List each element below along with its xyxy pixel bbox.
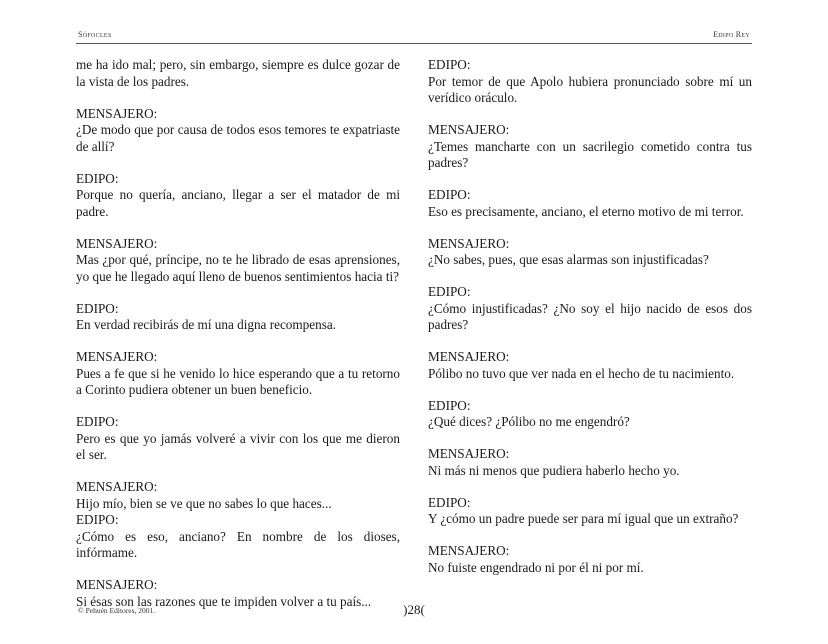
copyright-notice: © Pehuén Editores, 2001. — [78, 606, 156, 615]
speech-text: Pues a fe que si he venido lo hice esperando que a tu retorno a Corinto pudiera obtener un buen beneficio. — [76, 365, 400, 397]
speaker-name: MENSAJERO: — [76, 235, 158, 251]
speaker-name: MENSAJERO: — [428, 349, 510, 364]
dialogue-block — [428, 349, 752, 382]
header-author: Sófocles — [78, 30, 112, 39]
speaker-name: MENSAJERO: — [76, 349, 158, 364]
speech-text: Hijo mío, bien se ve que no sabes lo que haces... — [76, 495, 332, 511]
speech-text: Pólibo no tuvo que ver nada en el hecho de tu nacimiento. — [428, 365, 735, 381]
right-column — [428, 57, 752, 592]
dialogue-block — [76, 236, 400, 286]
dialogue-block — [76, 479, 400, 512]
speech-text: ¿Cómo injustificadas? ¿No soy el hijo nacido de esos dos padres? — [428, 300, 752, 332]
speaker-name: MENSAJERO: — [76, 577, 158, 592]
dialogue-block — [428, 122, 752, 172]
dialogue-block — [76, 171, 400, 221]
speaker-name: EDIPO: — [428, 57, 471, 72]
speaker-name: EDIPO: — [428, 284, 471, 299]
speaker-name: EDIPO: — [76, 300, 119, 316]
dialogue-block — [428, 236, 752, 269]
dialogue-block — [428, 543, 752, 576]
speech-text: ¿De modo que por causa de todos esos temores te expatriaste de allí? — [76, 122, 400, 154]
dialogue-block — [76, 512, 400, 562]
speech-text: Mas ¿por qué, príncipe, no te he librado de esas aprensiones, yo que he llegado aquí lleno de buenos sentimientos hacia ti? — [76, 252, 400, 284]
speech-text: ¿Qué dices? ¿Pólibo no me engendró? — [428, 414, 630, 429]
speech-text: me ha ido mal; pero, sin embargo, siempre es dulce gozar de la vista de los padres. — [76, 57, 400, 89]
speech-text: ¿Cómo es eso, anciano? En nombre de los dioses, infórmame. — [76, 528, 400, 560]
dialogue-block — [76, 106, 400, 156]
speaker-name: EDIPO: — [428, 494, 471, 510]
dialogue-block — [428, 284, 752, 334]
dialogue-block — [76, 57, 400, 90]
speaker-name: EDIPO: — [428, 397, 471, 413]
dialogue-block — [428, 57, 752, 107]
speech-text: Eso es precisamente, anciano, el eterno motivo de mi terror. — [428, 203, 744, 219]
speech-text: Si ésas son las razones que te impiden volver a tu país... — [76, 593, 372, 609]
speech-text: Ni más ni menos que pudiera haberlo hecho yo. — [428, 462, 680, 478]
dialogue-block — [428, 187, 752, 220]
header-title: Edipo Rey — [713, 30, 750, 39]
speech-text: En verdad recibirás de mí una digna recompensa. — [76, 317, 336, 332]
speaker-name: EDIPO: — [76, 170, 119, 186]
dialogue-block — [76, 301, 400, 334]
speaker-name: MENSAJERO: — [76, 479, 158, 494]
speech-text: Por temor de que Apolo hubiera pronunciado sobre mí un verídico oráculo. — [428, 73, 752, 105]
speech-text: Pero es que yo jamás volveré a vivir con los que me dieron el ser. — [76, 430, 400, 462]
speaker-name: EDIPO: — [76, 414, 119, 429]
speaker-name: MENSAJERO: — [428, 543, 510, 558]
header-rule — [76, 43, 752, 44]
speaker-name: MENSAJERO: — [428, 122, 510, 137]
dialogue-block — [428, 446, 752, 479]
dialogue-block — [428, 398, 752, 431]
speaker-name: EDIPO: — [428, 187, 471, 202]
speech-text: Y ¿cómo un padre puede ser para mí igual que un extraño? — [428, 511, 739, 526]
speaker-name: MENSAJERO: — [428, 235, 510, 251]
dialogue-block — [428, 495, 752, 528]
left-column — [76, 57, 400, 626]
dialogue-block — [76, 414, 400, 464]
running-head — [78, 30, 750, 39]
page-number: )28( — [403, 602, 425, 617]
speaker-name: EDIPO: — [76, 512, 119, 527]
speech-text: Porque no quería, anciano, llegar a ser el matador de mi padre. — [76, 187, 400, 219]
speech-text: ¿Temes mancharte con un sacrilegio cometido contra tus padres? — [428, 138, 752, 170]
speaker-name: MENSAJERO: — [76, 105, 158, 121]
speech-text: ¿No sabes, pues, que esas alarmas son injustificadas? — [428, 252, 709, 267]
speaker-name: MENSAJERO: — [428, 446, 510, 461]
speech-text: No fuiste engendrado ni por él ni por mí. — [428, 559, 644, 575]
dialogue-block — [76, 349, 400, 399]
